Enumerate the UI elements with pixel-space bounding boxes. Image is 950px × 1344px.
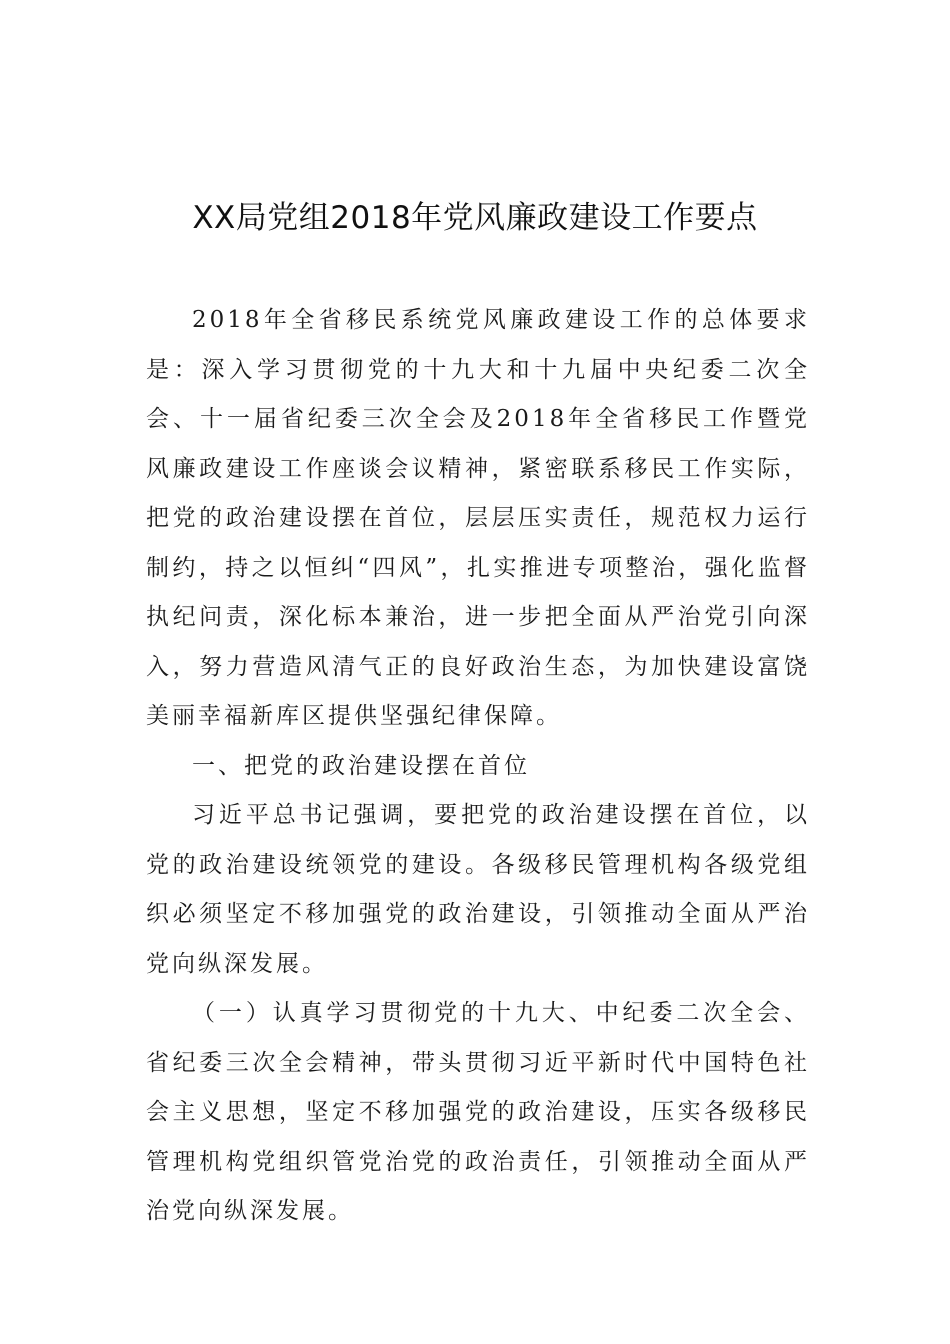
paragraph-section-1-intro: 习近平总书记强调，要把党的政治建设摆在首位，以党的政治建设统领党的建设。各级移民管理机构各级党组织必须坚定不移加强党的政治建设，引领推动全面从严治党向纵深发展。: [146, 802, 810, 977]
document-body: [146, 296, 810, 1237]
paragraph-general-requirements: 2018年全省移民系统党风廉政建设工作的总体要求是：深入学习贯彻党的十九大和十九届中央纪委二次全会、十一届省纪委三次全会及2018年全省移民工作暨党风廉政建设工作座谈会议精神，紧密联系移民工作实际，把党的政治建设摆在首位，层层压实责任，规范权力运行制约，持之以恒纠“四风”，扎实推进专项整治，强化监督执纪问责，深化标本兼治，进一步把全面从严治党引向深入，努力营造风清气正的良好政治生态，为加快建设富饶美丽幸福新库区提供坚强纪律保障。: [146, 307, 810, 729]
paragraph-item-1: （一）认真学习贯彻党的十九大、中纪委二次全会、省纪委三次全会精神，带头贯彻习近平新时代中国特色社会主义思想，坚定不移加强党的政治建设，压实各级移民管理机构党组织管党治党的政治责任，引领推动全面从严治党向纵深发展。: [146, 1000, 810, 1224]
section-heading-1: 一、把党的政治建设摆在首位: [192, 752, 530, 779]
document-title: XX局党组2018年党风廉政建设工作要点: [192, 200, 758, 236]
